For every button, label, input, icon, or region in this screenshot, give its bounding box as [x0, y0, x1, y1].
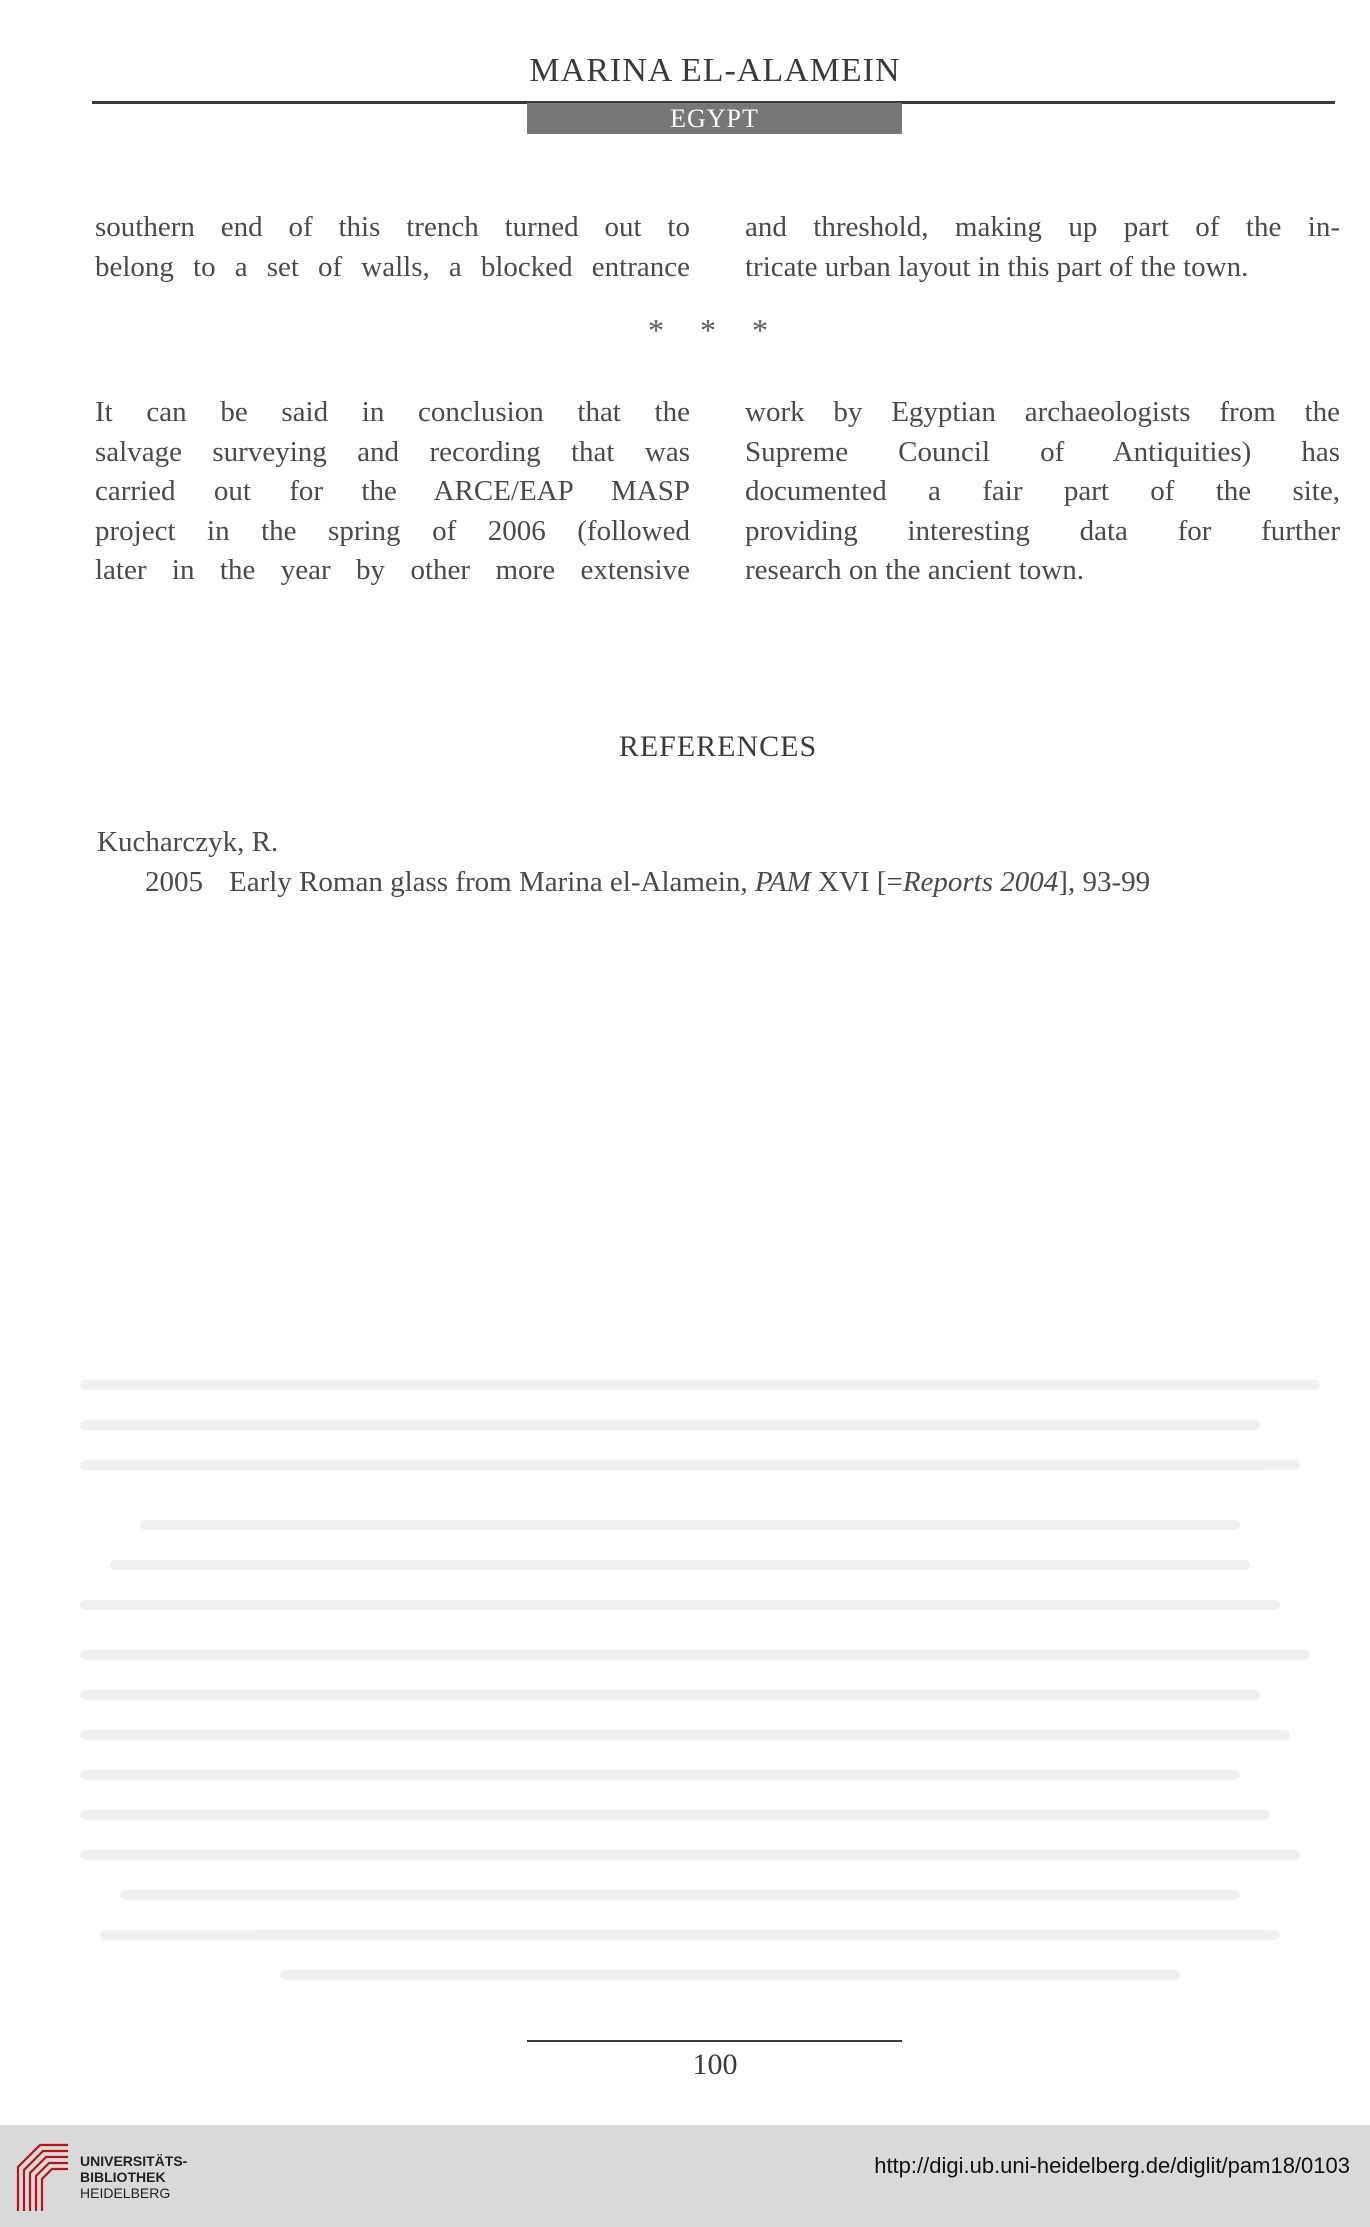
- text-line: later in the year by other more extensive: [95, 554, 690, 586]
- text-line: tricate urban layout in this part of the town.: [745, 250, 1249, 283]
- paragraph-2-right-column: [745, 393, 1340, 591]
- show-through-texture: [80, 1380, 1340, 2000]
- reference-author: Kucharczyk, R.: [97, 826, 279, 858]
- reference-bracket-open: [=: [876, 866, 903, 898]
- library-name-line: UNIVERSITÄTS-: [80, 2153, 188, 2169]
- text-line: documented a fair part of the site,: [745, 475, 1340, 507]
- running-title: MARINA EL-ALAMEIN: [529, 52, 901, 89]
- page-number: 100: [692, 2048, 738, 2081]
- text-line: and threshold, making up part of the in-: [745, 211, 1340, 243]
- references-heading: REFERENCES: [618, 730, 818, 763]
- text-line: It can be said in conclusion that the: [95, 396, 690, 428]
- text-line: project in the spring of 2006 (followed: [95, 514, 690, 547]
- library-name-line: BIBLIOTHEK: [80, 2169, 166, 2185]
- reference-title: Early Roman glass from Marina el-Alamein,: [229, 866, 748, 898]
- text-line: Supreme Council of Antiquities) has: [745, 435, 1340, 468]
- library-name-line: HEIDELBERG: [80, 2185, 171, 2201]
- text-line: belong to a set of walls, a blocked entrance: [95, 250, 690, 283]
- text-line: carried out for the ARCE/EAP MASP: [95, 475, 690, 507]
- source-url[interactable]: http://digi.ub.uni-heidelberg.de/diglit/pam18/0103: [874, 2153, 1350, 2178]
- country-label: EGYPT: [527, 103, 902, 134]
- reference-series: Reports 2004: [902, 866, 1059, 898]
- library-name: [80, 2153, 187, 2201]
- reference-bracket-close: ],: [1058, 866, 1076, 898]
- text-line: salvage surveying and recording that was: [95, 435, 690, 468]
- section-separator: * * *: [648, 312, 782, 348]
- text-line: research on the ancient town.: [745, 554, 1084, 586]
- paragraph-2-left-column: [95, 393, 690, 591]
- paragraph-1-left-column: [95, 208, 690, 287]
- reference-entry: [145, 866, 1150, 899]
- text-line: work by Egyptian archaeologists from the: [745, 396, 1340, 428]
- reference-volume: XVI: [818, 866, 870, 898]
- reference-year: 2005: [145, 866, 203, 898]
- paragraph-1-right-column: [745, 208, 1340, 287]
- reference-pages: 93-99: [1082, 866, 1151, 898]
- library-logo-icon: [10, 2137, 72, 2215]
- reference-journal: PAM: [754, 866, 811, 898]
- text-line: providing interesting data for further: [745, 514, 1340, 547]
- text-line: southern end of this trench turned out to: [95, 211, 690, 243]
- footer-rule: [527, 2040, 902, 2042]
- digitization-footer: [0, 2125, 1370, 2227]
